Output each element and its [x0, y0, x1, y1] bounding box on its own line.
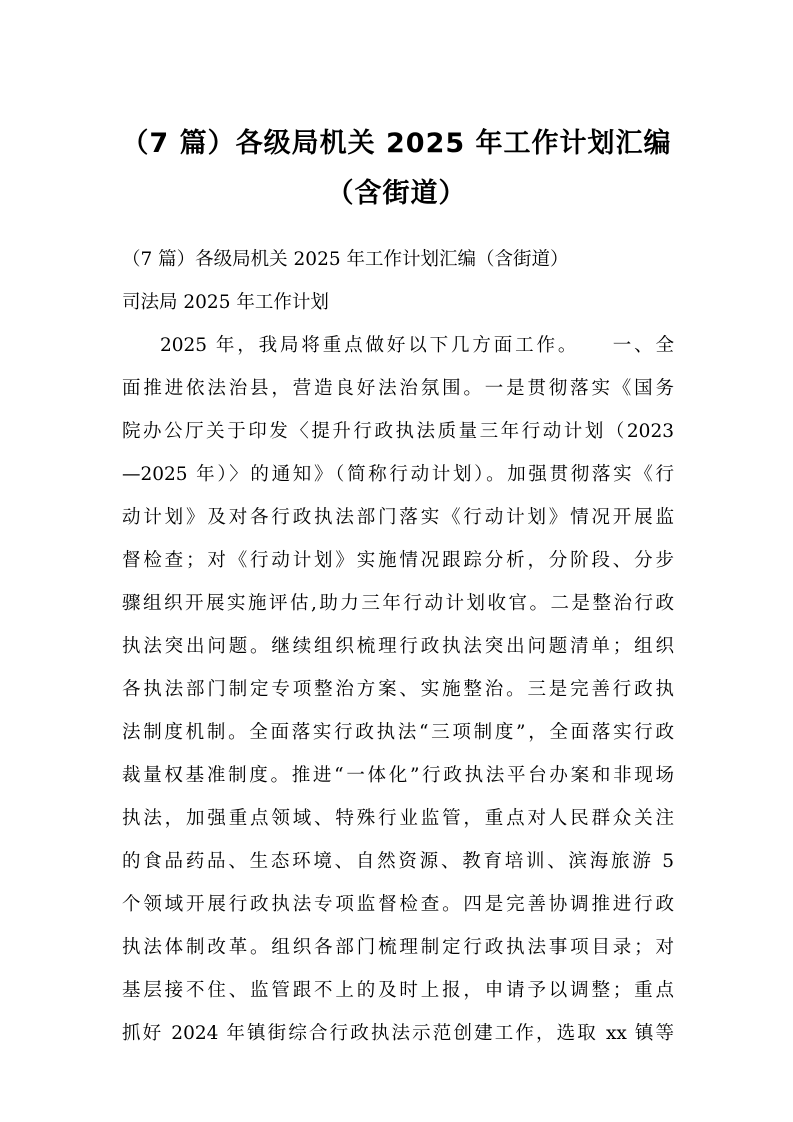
body-line: 法制度机制。全面落实行政执法“三项制度”，全面落实行政: [122, 722, 674, 743]
body-line: 院办公厅关于印发〈提升行政执法质量三年行动计划（2023: [122, 421, 674, 442]
body-line: —2025 年）〉的通知》（简称行动计划）。加强贯彻落实《行: [122, 464, 674, 485]
document-title-line-2: （含街道）: [326, 178, 467, 209]
body-line: 执法，加强重点领域、特殊行业监管，重点对人民群众关注: [122, 808, 674, 829]
body-line: 督检查；对《行动计划》实施情况跟踪分析，分阶段、分步: [122, 550, 674, 571]
body-line: 抓好 2024 年镇街综合行政执法示范创建工作，选取 xx 镇等: [122, 1023, 674, 1044]
body-line: 裁量权基准制度。推进“一体化”行政执法平台办案和非现场: [122, 765, 674, 786]
body-line: 个领域开展行政执法专项监督检查。四是完善协调推进行政: [122, 894, 674, 915]
body-line: 动计划》及对各行政执法部门落实《行动计划》情况开展监: [122, 507, 674, 528]
body-line: 2025 年，我局将重点做好以下几方面工作。 一、全: [160, 335, 674, 356]
body-line: 骤组织开展实施评估,助力三年行动计划收官。二是整治行政: [122, 593, 674, 614]
document-subtitle: （7 篇）各级局机关 2025 年工作计划汇编（含街道）: [122, 249, 569, 270]
section-heading: 司法局 2025 年工作计划: [122, 292, 329, 313]
body-line: 面推进依法治县，营造良好法治氛围。一是贯彻落实《国务: [122, 378, 674, 399]
body-line: 基层接不住、监管跟不上的及时上报，申请予以调整；重点: [122, 980, 674, 1001]
body-line: 执法突出问题。继续组织梳理行政执法突出问题清单；组织: [122, 636, 674, 657]
body-line: 执法体制改革。组织各部门梳理制定行政执法事项目录；对: [122, 937, 674, 958]
body-line: 各执法部门制定专项整治方案、实施整治。三是完善行政执: [122, 679, 674, 700]
document-title-line-1: （7 篇）各级局机关 2025 年工作计划汇编: [121, 128, 672, 159]
body-line: 的食品药品、生态环境、自然资源、教育培训、滨海旅游 5: [122, 851, 674, 872]
